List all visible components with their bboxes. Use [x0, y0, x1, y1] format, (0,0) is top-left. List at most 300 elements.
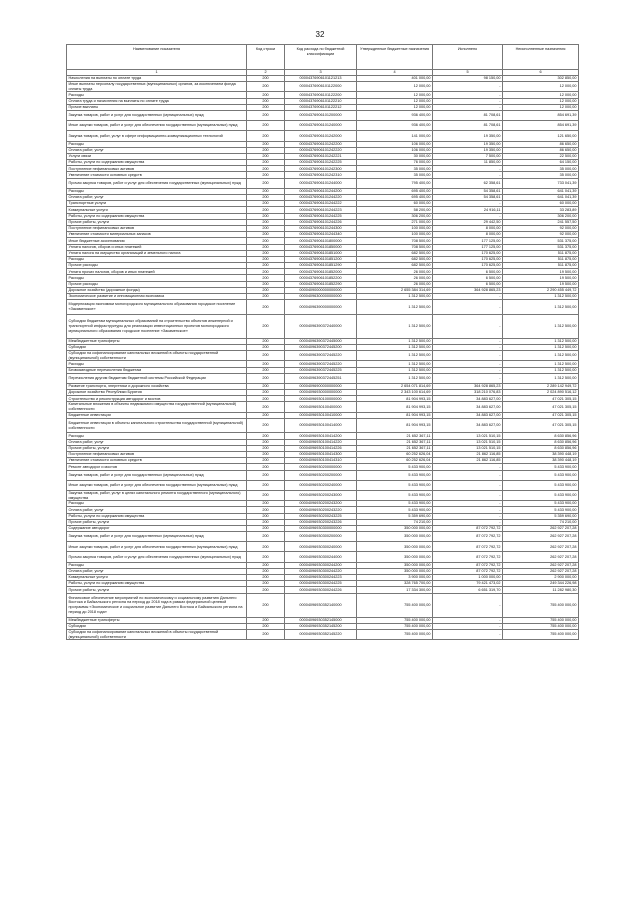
cell-approved: 12 000,00: [357, 92, 433, 98]
cell-executed: 13 021 510,15: [433, 439, 503, 445]
cell-indicator-name: Субсидии на софинансирование капитальных вложений в объекты государственной (муниципальной) собственности: [67, 629, 247, 639]
cell-remaining: 5 433 900,00: [503, 470, 579, 480]
cell-budget-code: 00004096930100414000: [285, 418, 357, 433]
table-row: [67, 480, 579, 490]
cell-indicator-name: Расходы: [67, 188, 247, 194]
cell-budget-code: 00004376906101244300: [285, 225, 357, 231]
cell-approved: 81 904 993,15: [357, 396, 433, 402]
cell-line-code: 200: [247, 581, 285, 587]
cell-budget-code: 00004096930200243200: [285, 501, 357, 507]
cell-line-code: 200: [247, 351, 285, 361]
cell-executed: 364 928 865,23: [433, 383, 503, 389]
cell-budget-code: 00004096930200000000: [285, 464, 357, 470]
cell-budget-code: 00004096930352145000: [285, 617, 357, 623]
table-row: [67, 532, 579, 542]
table-row: [67, 178, 579, 188]
cell-approved: 26 000,00: [357, 269, 433, 275]
cell-executed: 79 421 473,02: [433, 581, 503, 587]
cell-approved: 936 400,00: [357, 121, 433, 131]
table-row: [67, 629, 579, 639]
cell-approved: 1 312 500,00: [357, 314, 433, 338]
cell-executed: 6 500,00: [433, 269, 503, 275]
cell-executed: -: [433, 361, 503, 367]
cell-remaining: 755 400 000,00: [503, 593, 579, 617]
cell-budget-code: 00004376906101122200: [285, 92, 357, 98]
cell-remaining: 1 312 500,00: [503, 361, 579, 367]
cell-indicator-name: Расходы: [67, 361, 247, 367]
cell-approved: 695 400,00: [357, 195, 433, 201]
cell-approved: 350 000 000,00: [357, 568, 433, 574]
cell-line-code: 200: [247, 623, 285, 629]
cell-approved: 350 000 000,00: [357, 552, 433, 562]
cell-executed: 62 358,61: [433, 178, 503, 188]
cell-indicator-name: Дорожное хозяйство Республики Бурятия: [67, 390, 247, 396]
cell-indicator-name: Безвозмездные перечисления бюджетам: [67, 367, 247, 373]
cell-indicator-name: Расходы: [67, 433, 247, 439]
cell-remaining: 854 691,39: [503, 121, 579, 131]
cell-indicator-name: Уплата прочих налогов, сборов и иных платежей: [67, 269, 247, 275]
cell-budget-code: 00004376906101122210: [285, 98, 357, 104]
cell-executed: 34 883 627,00: [433, 418, 503, 433]
cell-budget-code: 00004376906101242221: [285, 153, 357, 159]
table-row: [67, 121, 579, 131]
cell-line-code: 200: [247, 294, 285, 300]
cell-remaining: 60 000,00: [503, 201, 579, 207]
cell-executed: 170 625,00: [433, 256, 503, 262]
cell-line-code: 200: [247, 98, 285, 104]
cell-approved: 682 500,00: [357, 250, 433, 256]
cell-executed: 19 350,00: [433, 131, 503, 141]
cell-line-code: 200: [247, 281, 285, 287]
cell-executed: -: [433, 98, 503, 104]
cell-executed: -: [433, 373, 503, 383]
table-row: [67, 131, 579, 141]
column-number: 1: [67, 70, 247, 76]
cell-line-code: 200: [247, 178, 285, 188]
cell-executed: -: [433, 213, 503, 219]
cell-indicator-name: Коммунальные услуги: [67, 575, 247, 581]
cell-indicator-name: Межбюджетные трансферты: [67, 338, 247, 344]
cell-budget-code: 00004096390000000000: [285, 300, 357, 315]
cell-budget-code: 00004096390372445220: [285, 361, 357, 367]
table-row: [67, 110, 579, 120]
cell-budget-code: 00004376906101851000: [285, 250, 357, 256]
cell-remaining: 262 927 207,28: [503, 562, 579, 568]
header-executed: Исполнено: [433, 45, 503, 70]
cell-line-code: 200: [247, 131, 285, 141]
cell-indicator-name: Прочие расходы: [67, 263, 247, 269]
cell-executed: 98 150,00: [433, 76, 503, 82]
cell-line-code: 200: [247, 412, 285, 418]
cell-remaining: 1 312 500,00: [503, 338, 579, 344]
cell-executed: 34 883 627,00: [433, 402, 503, 412]
cell-line-code: 200: [247, 121, 285, 131]
cell-executed: 87 072 792,72: [433, 562, 503, 568]
cell-executed: 54 358,61: [433, 188, 503, 194]
cell-approved: 5 433 900,00: [357, 480, 433, 490]
cell-indicator-name: Бюджетные инвестиции в объекты капитального строительства государственной (муниципальной) собственности: [67, 418, 247, 433]
cell-approved: 141 000,00: [357, 131, 433, 141]
cell-remaining: 1 312 500,00: [503, 314, 579, 338]
cell-remaining: 47 021 305,15: [503, 412, 579, 418]
cell-indicator-name: Транспортные услуги: [67, 201, 247, 207]
cell-indicator-name: Иные закупки товаров, работ и услуг для обеспечения государственных (муниципальных) нужд: [67, 542, 247, 552]
cell-executed: 318 210 076,83: [433, 390, 503, 396]
cell-remaining: 92 000,00: [503, 225, 579, 231]
cell-approved: 60 252 626,04: [357, 458, 433, 464]
cell-executed: -: [433, 629, 503, 639]
cell-indicator-name: Содержание автодорог: [67, 525, 247, 531]
cell-line-code: 200: [247, 464, 285, 470]
cell-indicator-name: Поступление нефинансовых активов: [67, 452, 247, 458]
cell-executed: 6 500,00: [433, 275, 503, 281]
cell-line-code: 200: [247, 373, 285, 383]
cell-approved: 81 904 993,15: [357, 412, 433, 418]
cell-approved: 17 334 300,00: [357, 587, 433, 593]
cell-budget-code: 00004376906101242000: [285, 131, 357, 141]
cell-executed: -: [433, 338, 503, 344]
cell-line-code: 200: [247, 519, 285, 525]
cell-line-code: 200: [247, 213, 285, 219]
table-header-row: [67, 45, 579, 70]
cell-remaining: 306 200,00: [503, 213, 579, 219]
cell-line-code: 200: [247, 314, 285, 338]
cell-remaining: 86 650,00: [503, 147, 579, 153]
cell-budget-code: 00004096930100414220: [285, 439, 357, 445]
cell-remaining: 19 500,00: [503, 275, 579, 281]
cell-indicator-name: Закупка товаров, работ и услуг для государственных (муниципальных) нужд: [67, 532, 247, 542]
cell-remaining: 262 927 207,28: [503, 542, 579, 552]
cell-approved: 350 000 000,00: [357, 542, 433, 552]
cell-indicator-name: Увеличение стоимости основных средств: [67, 458, 247, 464]
cell-line-code: 200: [247, 568, 285, 574]
cell-approved: 695 400,00: [357, 188, 433, 194]
cell-line-code: 200: [247, 452, 285, 458]
cell-remaining: 35 000,00: [503, 172, 579, 178]
cell-executed: 6 500,00: [433, 281, 503, 287]
cell-executed: 7 500,00: [433, 153, 503, 159]
cell-indicator-name: Субсидии бюджетам муниципальных образований на строительство объектов инженерной и транспортной инфраструктуры для реализации инвестиционных проектов моногородского муниципального образования городское поселение «Закаменское»: [67, 314, 247, 338]
cell-remaining: 22 500,00: [503, 153, 579, 159]
cell-budget-code: 00004096930100410000: [285, 412, 357, 418]
column-number: 4: [357, 70, 433, 76]
cell-approved: 5 433 900,00: [357, 501, 433, 507]
cell-remaining: 47 021 305,15: [503, 402, 579, 412]
cell-indicator-name: Расходы: [67, 256, 247, 262]
cell-indicator-name: Уплата налогов, сборов и иных платежей: [67, 244, 247, 250]
cell-indicator-name: Закупка товаров, работ и услуг для государственных (муниципальных) нужд: [67, 110, 247, 120]
cell-budget-code: 00004376906101852000: [285, 269, 357, 275]
cell-budget-code: 00004376906101244222: [285, 201, 357, 207]
cell-approved: 306 200,00: [357, 213, 433, 219]
cell-executed: -: [433, 480, 503, 490]
cell-remaining: 854 691,39: [503, 110, 579, 120]
cell-remaining: 2 289 142 949,72: [503, 383, 579, 389]
table-row: [67, 351, 579, 361]
cell-line-code: 200: [247, 593, 285, 617]
cell-indicator-name: Прочие работы, услуги: [67, 219, 247, 225]
cell-line-code: 200: [247, 338, 285, 344]
cell-approved: 12 000,00: [357, 98, 433, 104]
cell-budget-code: 00004376906101242300: [285, 166, 357, 172]
cell-approved: 1 312 500,00: [357, 344, 433, 350]
cell-remaining: 302 850,00: [503, 76, 579, 82]
header-line-code: Код строки: [247, 45, 285, 70]
cell-budget-code: 00004376906101851200: [285, 256, 357, 262]
cell-budget-code: 00004096930200200000: [285, 470, 357, 480]
cell-executed: -: [433, 294, 503, 300]
cell-budget-code: 00004376906101244200: [285, 188, 357, 194]
cell-budget-code: 00004376906101242225: [285, 160, 357, 166]
cell-line-code: 200: [247, 629, 285, 639]
cell-remaining: 1 312 500,00: [503, 294, 579, 300]
cell-line-code: 200: [247, 219, 285, 225]
cell-approved: 755 400 000,00: [357, 617, 433, 623]
cell-indicator-name: Ремонт автодорог и мостов: [67, 464, 247, 470]
cell-line-code: 200: [247, 300, 285, 315]
cell-indicator-name: Модернизация экономики моногородского муниципального образования городское поселение «Закаменское»: [67, 300, 247, 315]
cell-line-code: 200: [247, 225, 285, 231]
cell-remaining: 2 024 890 516,12: [503, 390, 579, 396]
cell-indicator-name: Прочие работы, услуги: [67, 519, 247, 525]
cell-executed: 21 862 116,85: [433, 458, 503, 464]
cell-executed: -: [433, 519, 503, 525]
cell-remaining: 12 000,00: [503, 92, 579, 98]
cell-remaining: 38 390 448,19: [503, 452, 579, 458]
cell-indicator-name: Оплата труда и начисления на выплаты по оплате труда: [67, 98, 247, 104]
cell-budget-code: 00004096390372445251: [285, 373, 357, 383]
cell-executed: 6 651 319,70: [433, 587, 503, 593]
cell-remaining: 1 312 500,00: [503, 367, 579, 373]
cell-indicator-name: Субсидии: [67, 344, 247, 350]
cell-approved: 755 400 000,00: [357, 623, 433, 629]
cell-executed: 81 708,61: [433, 121, 503, 131]
cell-indicator-name: Расходы: [67, 141, 247, 147]
cell-indicator-name: Субсидии на софинансирование капитальных вложений в объекты государственной (муниципальной) собственности: [67, 351, 247, 361]
cell-indicator-name: Иные выплаты персоналу государственных (муниципальных) органов, за исключением фонда оплаты труда: [67, 82, 247, 92]
cell-indicator-name: Оплата работ, услуг: [67, 147, 247, 153]
cell-budget-code: 00004096930300244225: [285, 581, 357, 587]
cell-line-code: 200: [247, 433, 285, 439]
cell-executed: 170 625,00: [433, 263, 503, 269]
table-row: [67, 373, 579, 383]
cell-executed: -: [433, 617, 503, 623]
cell-remaining: 511 875,00: [503, 250, 579, 256]
cell-line-code: 200: [247, 269, 285, 275]
cell-approved: 12 000,00: [357, 104, 433, 110]
header-indicator-name: Наименование показателя: [67, 45, 247, 70]
cell-indicator-name: Оплата работ, услуг: [67, 439, 247, 445]
cell-line-code: 200: [247, 525, 285, 531]
cell-indicator-name: Расходы: [67, 562, 247, 568]
cell-remaining: 33 283,89: [503, 207, 579, 213]
column-number: 6: [503, 70, 579, 76]
cell-budget-code: 00004096930300244223: [285, 575, 357, 581]
cell-line-code: 200: [247, 110, 285, 120]
cell-budget-code: 00004096930352145200: [285, 623, 357, 629]
cell-indicator-name: Расходы: [67, 275, 247, 281]
cell-remaining: 1 312 500,00: [503, 300, 579, 315]
cell-budget-code: 00004376906101244223: [285, 207, 357, 213]
cell-budget-code: 00004096390372445200: [285, 344, 357, 350]
cell-remaining: 19 500,00: [503, 269, 579, 275]
cell-executed: -: [433, 593, 503, 617]
cell-remaining: 5 359 690,00: [503, 513, 579, 519]
cell-indicator-name: Расходы: [67, 501, 247, 507]
cell-remaining: 262 927 207,28: [503, 552, 579, 562]
cell-approved: 5 433 900,00: [357, 507, 433, 513]
cell-executed: -: [433, 501, 503, 507]
cell-remaining: 11 282 980,30: [503, 587, 579, 593]
cell-indicator-name: Капитальные вложения в объекты недвижимого имущества государственной (муниципальной) собственности: [67, 402, 247, 412]
cell-indicator-name: Услуги связи: [67, 153, 247, 159]
cell-remaining: 531 375,00: [503, 244, 579, 250]
cell-remaining: 5 433 900,00: [503, 480, 579, 490]
cell-remaining: 86 650,00: [503, 141, 579, 147]
cell-budget-code: 00004376906101121213: [285, 76, 357, 82]
cell-approved: 100 000,00: [357, 225, 433, 231]
cell-approved: 271 000,00: [357, 219, 433, 225]
cell-budget-code: 00004096930300200000: [285, 532, 357, 542]
cell-executed: -: [433, 367, 503, 373]
cell-line-code: 200: [247, 458, 285, 464]
cell-remaining: 1 312 500,00: [503, 373, 579, 383]
table-row: [67, 418, 579, 433]
cell-budget-code: 00004096930352145220: [285, 629, 357, 639]
cell-indicator-name: Прочие выплаты: [67, 104, 247, 110]
cell-indicator-name: Оплата работ, услуг: [67, 195, 247, 201]
cell-executed: -: [433, 623, 503, 629]
cell-line-code: 200: [247, 587, 285, 593]
cell-indicator-name: Прочие расходы: [67, 281, 247, 287]
cell-approved: 5 433 900,00: [357, 464, 433, 470]
cell-remaining: 241 557,50: [503, 219, 579, 225]
cell-indicator-name: Прочие работы, услуги: [67, 445, 247, 451]
cell-budget-code: 00004096390372445220: [285, 351, 357, 361]
cell-indicator-name: Межбюджетные трансферты: [67, 617, 247, 623]
table-row: [67, 82, 579, 92]
cell-approved: 2 343 100 614,69: [357, 390, 433, 396]
cell-executed: 19 350,00: [433, 147, 503, 153]
cell-line-code: 200: [247, 92, 285, 98]
cell-approved: 350 000 000,00: [357, 532, 433, 542]
cell-executed: -: [433, 513, 503, 519]
cell-remaining: 755 400 000,00: [503, 617, 579, 623]
cell-remaining: 38 390 448,19: [503, 458, 579, 464]
cell-budget-code: 00004376906101852200: [285, 275, 357, 281]
cell-line-code: 200: [247, 532, 285, 542]
cell-executed: 34 883 627,00: [433, 412, 503, 418]
cell-line-code: 200: [247, 263, 285, 269]
cell-indicator-name: Уплата налога на имущество организаций и земельного налога: [67, 250, 247, 256]
cell-remaining: 8 630 856,96: [503, 445, 579, 451]
cell-budget-code: 00004096930200243226: [285, 519, 357, 525]
cell-indicator-name: Расходы: [67, 92, 247, 98]
cell-indicator-name: Поступление нефинансовых активов: [67, 225, 247, 231]
cell-remaining: 12 000,00: [503, 82, 579, 92]
table-row: [67, 490, 579, 500]
cell-approved: 755 400 000,00: [357, 629, 433, 639]
cell-approved: 1 312 500,00: [357, 294, 433, 300]
cell-line-code: 200: [247, 552, 285, 562]
cell-budget-code: 00004096930300244200: [285, 562, 357, 568]
table-row: [67, 542, 579, 552]
cell-budget-code: 00004376906101240000: [285, 121, 357, 131]
cell-budget-code: 00004376906101244340: [285, 232, 357, 238]
cell-executed: -: [433, 104, 503, 110]
cell-remaining: 64 150,00: [503, 160, 579, 166]
cell-approved: 1 312 500,00: [357, 373, 433, 383]
cell-remaining: 511 875,00: [503, 263, 579, 269]
cell-remaining: 35 000,00: [503, 166, 579, 172]
cell-approved: 60 252 626,04: [357, 452, 433, 458]
cell-line-code: 200: [247, 104, 285, 110]
cell-approved: 328 765 700,00: [357, 581, 433, 587]
cell-executed: -: [433, 172, 503, 178]
cell-remaining: 262 927 207,28: [503, 532, 579, 542]
cell-indicator-name: Работы, услуги по содержанию имущества: [67, 581, 247, 587]
header-approved: Утвержденные бюджетные назначения: [357, 45, 433, 70]
cell-executed: 170 625,00: [433, 250, 503, 256]
cell-budget-code: 00004376906101244000: [285, 178, 357, 188]
cell-line-code: 200: [247, 501, 285, 507]
cell-remaining: 1 312 500,00: [503, 351, 579, 361]
cell-approved: 30 000,00: [357, 153, 433, 159]
cell-executed: 87 072 792,72: [433, 568, 503, 574]
cell-budget-code: 00004096930200243225: [285, 513, 357, 519]
column-number: 3: [285, 70, 357, 76]
cell-budget-code: 00004096930000000000: [285, 390, 357, 396]
cell-indicator-name: Закупка товаров, работ, услуг в сфере информационно-коммуникационных технологий: [67, 131, 247, 141]
cell-indicator-name: Бюджетные инвестиции: [67, 412, 247, 418]
cell-budget-code: 00004096930300244226: [285, 587, 357, 593]
cell-executed: -: [433, 351, 503, 361]
cell-line-code: 200: [247, 542, 285, 552]
cell-indicator-name: Развитие транспорта, энергетики и дорожного хозяйства: [67, 383, 247, 389]
cell-indicator-name: Иные бюджетные ассигнования: [67, 238, 247, 244]
cell-remaining: 531 375,00: [503, 238, 579, 244]
cell-executed: 87 072 792,72: [433, 532, 503, 542]
cell-remaining: 733 041,39: [503, 178, 579, 188]
cell-executed: 29 442,50: [433, 219, 503, 225]
cell-line-code: 200: [247, 617, 285, 623]
cell-line-code: 200: [247, 141, 285, 147]
cell-approved: 795 400,00: [357, 178, 433, 188]
cell-approved: 76 000,00: [357, 160, 433, 166]
cell-line-code: 200: [247, 188, 285, 194]
cell-remaining: 249 344 226,98: [503, 581, 579, 587]
cell-approved: 60 000,00: [357, 201, 433, 207]
table-row: [67, 593, 579, 617]
cell-approved: 12 000,00: [357, 82, 433, 92]
table-body: [67, 76, 579, 640]
table-row: [67, 300, 579, 315]
cell-line-code: 200: [247, 153, 285, 159]
cell-approved: 1 312 500,00: [357, 367, 433, 373]
cell-indicator-name: Дорожное хозяйство (дорожные фонды): [67, 287, 247, 293]
cell-executed: 13 021 510,15: [433, 433, 503, 439]
cell-approved: 682 500,00: [357, 256, 433, 262]
cell-executed: -: [433, 344, 503, 350]
cell-executed: 177 125,00: [433, 244, 503, 250]
cell-approved: 350 000 000,00: [357, 525, 433, 531]
cell-approved: 936 400,00: [357, 110, 433, 120]
cell-indicator-name: Строительство и реконструкция автодорог и мостов: [67, 396, 247, 402]
cell-approved: 35 000,00: [357, 166, 433, 172]
cell-budget-code: 00004096930100400000: [285, 402, 357, 412]
cell-budget-code: 00004096930100414200: [285, 433, 357, 439]
header-budget-code: Код расхода по бюджетной классификации: [285, 45, 357, 70]
